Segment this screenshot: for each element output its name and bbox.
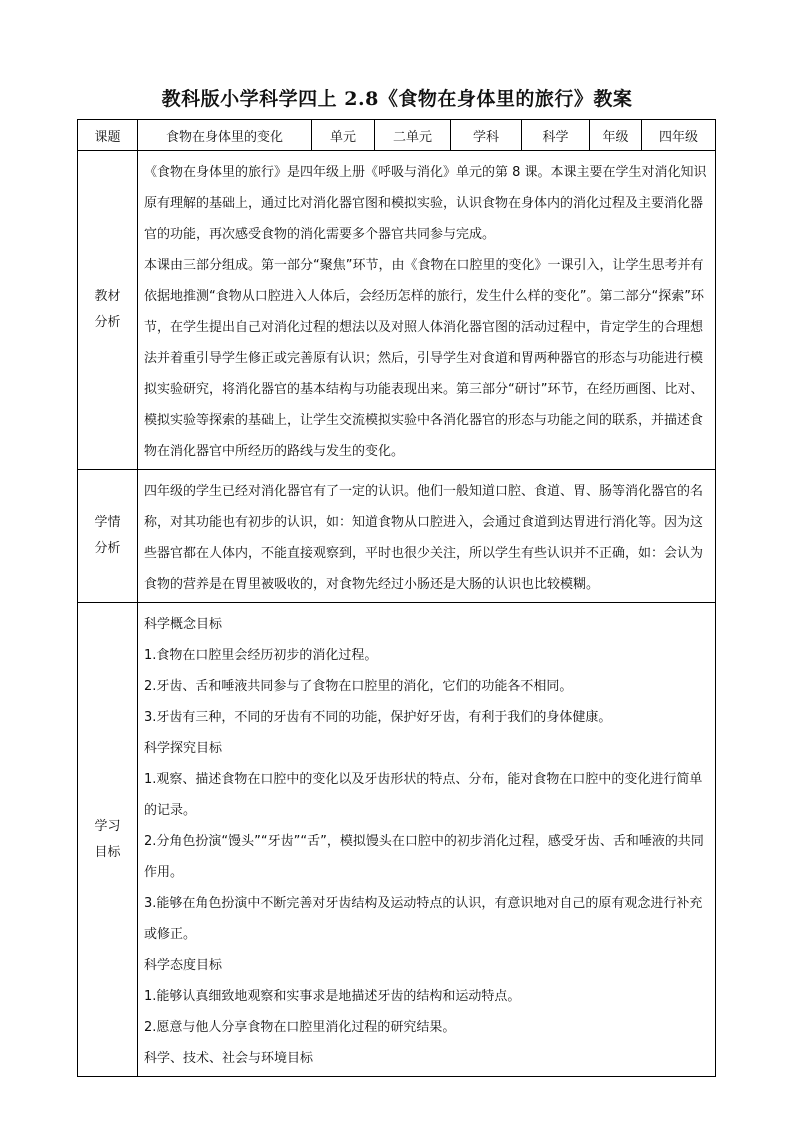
student-analysis-content xyxy=(138,470,716,603)
unit-label: 单元 xyxy=(312,120,375,151)
material-paragraph: 《食物在身体里的旅行》是四年级上册《呼吸与消化》单元的第 8 课。本课主要在学生对消化知识原有理解的基础上，通过比对消化器官图和模拟实验，认识食物在身体内的消化过程及主要消化器官的功能，再次感受食物的消化需要多个器官共同参与完成。 xyxy=(144,165,707,242)
goal-line: 1.食物在口腔里会经历初步的消化过程。 xyxy=(144,648,378,663)
material-analysis-row xyxy=(78,151,716,470)
goal-line: 3.牙齿有三种，不同的牙齿有不同的功能，保护好牙齿，有利于我们的身体健康。 xyxy=(144,710,612,725)
goal-line: 1.能够认真细致地观察和实事求是地描述牙齿的结构和运动特点。 xyxy=(144,989,521,1004)
learning-goals-label: 学习 目标 xyxy=(78,603,138,1077)
goal-line: 科学态度目标 xyxy=(144,958,223,973)
student-paragraph: 四年级的学生已经对消化器官有了一定的认识。他们一般知道口腔、食道、胃、肠等消化器官的名称，对其功能也有初步的认识，如：知道食物从口腔进入，会通过食道到达胃进行消化等。因为这些器官都在人体内，不能直接观察到，平时也很少关注，所以学生有些认识并不正确，如：会认为食物的营养是在胃里被吸收的，对食物先经过小肠还是大肠的认识也比较模糊。 xyxy=(144,484,704,592)
lesson-plan-table xyxy=(77,119,716,1077)
grade-value: 四年级 xyxy=(642,120,716,151)
unit-value: 二单元 xyxy=(375,120,451,151)
material-paragraph: 本课由三部分组成。第一部分“聚焦”环节，由《食物在口腔里的变化》一课引入，让学生思考并有依据地推测“食物从口腔进入人体后，会经历怎样的旅行，发生什么样的变化”。第二部分“探索”环节，在学生提出自己对消化过程的想法以及对照人体消化器官图的活动过程中，肯定学生的合理想法并着重引导学生修正或完善原有认识；然后，引导学生对食道和胃两种器官的形态与功能进行模拟实验研究，将消化器官的基本结构与功能表现出来。第三部分“研讨”环节，在经历画图、比对、模拟实验等探索的基础上，让学生交流模拟实验中各消化器官的形态与功能之间的联系，并描述食物在消化器官中所经历的路线与发生的变化。 xyxy=(144,258,704,459)
subject-label: 学科 xyxy=(451,120,522,151)
goal-line: 1.观察、描述食物在口腔中的变化以及牙齿形状的特点、分布，能对食物在口腔中的变化进行简单的记录。 xyxy=(144,772,703,818)
grade-label: 年级 xyxy=(590,120,642,151)
topic-label: 课题 xyxy=(78,120,138,151)
learning-goals-content xyxy=(138,603,716,1077)
material-analysis-content xyxy=(138,151,716,470)
goal-line: 科学探究目标 xyxy=(144,741,223,756)
goal-line: 科学、技术、社会与环境目标 xyxy=(144,1051,314,1066)
goal-line: 2.分角色扮演“馒头”“牙齿”“舌”，模拟馒头在口腔中的初步消化过程，感受牙齿、舌和唾液的共同作用。 xyxy=(144,834,704,880)
student-analysis-label: 学情 分析 xyxy=(78,470,138,603)
goal-line: 3.能够在角色扮演中不断完善对牙齿结构及运动特点的认识，有意识地对自己的原有观念进行补充或修正。 xyxy=(144,896,703,942)
header-row xyxy=(78,120,716,151)
goal-line: 2.愿意与他人分享食物在口腔里消化过程的研究结果。 xyxy=(144,1020,456,1035)
topic-value: 食物在身体里的变化 xyxy=(138,120,312,151)
learning-goals-row xyxy=(78,603,716,1077)
subject-value: 科学 xyxy=(522,120,590,151)
goal-line: 2.牙齿、舌和唾液共同参与了食物在口腔里的消化，它们的功能各不相同。 xyxy=(144,679,573,694)
page-title: 教科版小学科学四上 2.8《食物在身体里的旅行》教案 xyxy=(161,88,633,110)
student-analysis-row xyxy=(78,470,716,603)
goal-line: 科学概念目标 xyxy=(144,617,223,632)
material-analysis-label: 教材 分析 xyxy=(78,151,138,470)
